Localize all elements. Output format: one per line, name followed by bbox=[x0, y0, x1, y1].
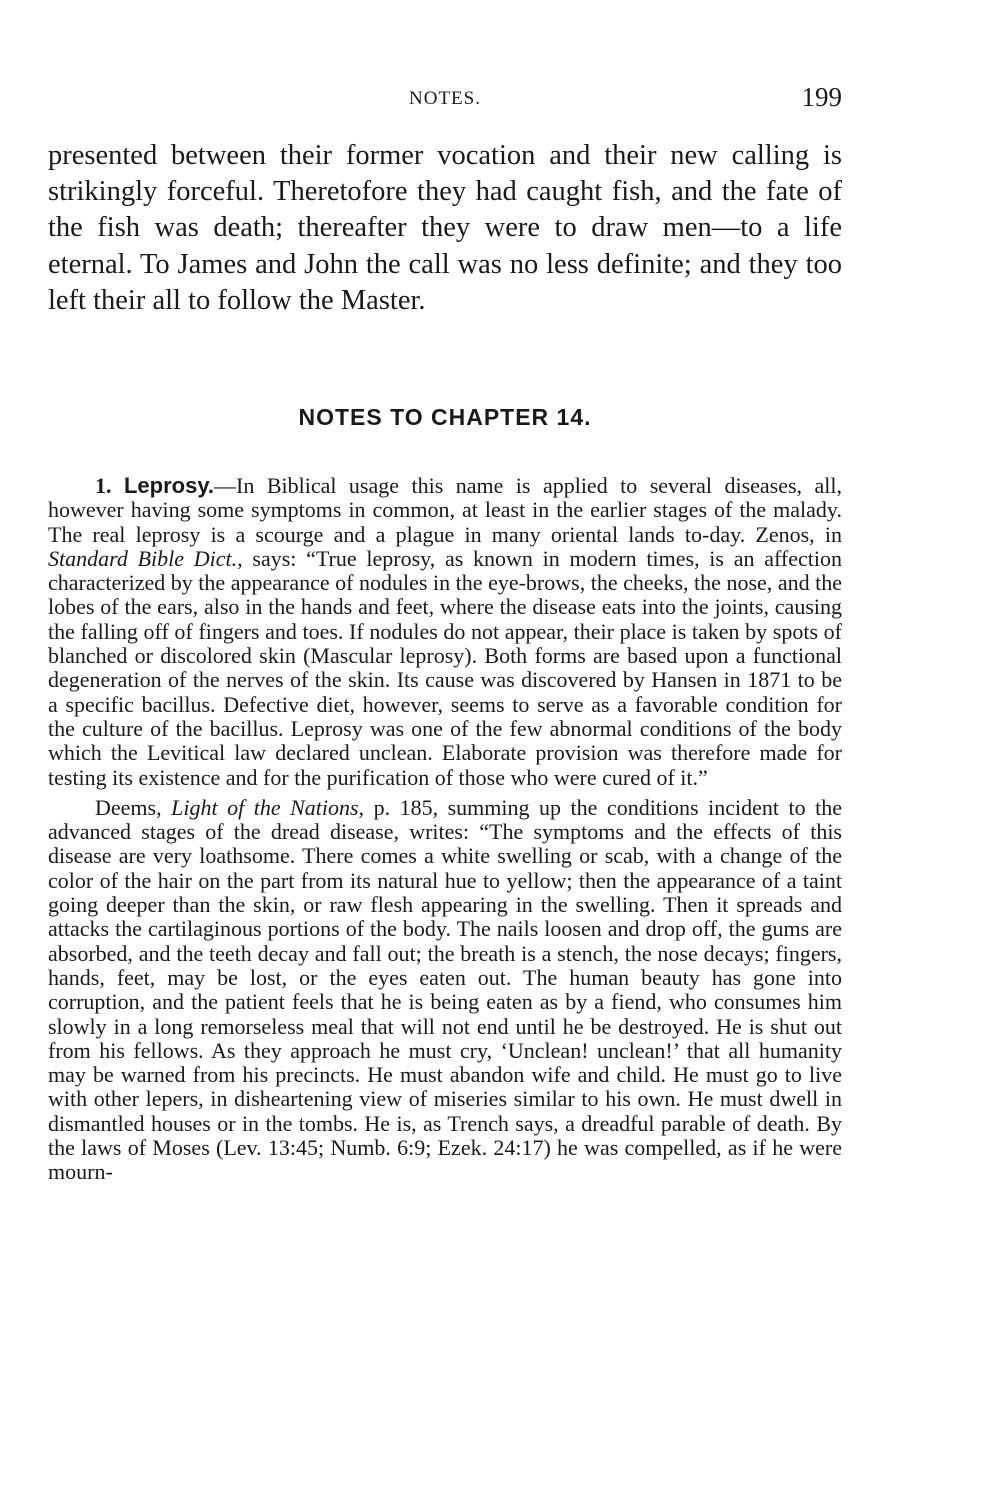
note-quote: p. 185, summing up the conditions incident to the advanced stages of the dread disease, writes: “The symptoms and the effects of this disease are very loathsome. There comes a white swelling or scab, with a change of the color of the hair on the part from its natural hue to yellow; then the appearance of a taint going deeper than the skin, or raw flesh appearing in the swelling. Then it spreads and attacks the cartilaginous portions of the body. The nails loosen and drop off, the gums are absorbed, and the teeth decay and fall out; the breath is a stench, the nose decays; fingers, hands, feet, may be lost, or the eyes eaten out. The human beauty has gone into corruption, and the patient feels that he is being eaten as by a fiend, who consumes him slowly in a long remorseless meal that will not end until he be destroyed. He is shut out from his fellows. As they approach he must cry, ‘Unclean! unclean!’ that all humanity may be warned from his precincts. He must abandon wife and child. He must go to live with other lepers, in disheartening view of miseries similar to his own. He must dwell in dismantled houses or in the tombs. He is, as Trench says, a dreadful parable of death. By the laws of Moses (Lev. 13:45; Numb. 6:9; Ezek. 24:17) he was compelled, as if he were mourn- bbox=[48, 794, 842, 1185]
notes-section bbox=[48, 474, 842, 1191]
note-paragraph-deems bbox=[48, 796, 842, 1185]
page-number: 199 bbox=[801, 82, 842, 112]
note-quote: says: “True leprosy, as known in modern times, is an affection characterized by the appearance of nodules in the eye-brows, the cheeks, the nose, and the lobes of the ears, also in the hands and feet, where the disease eats into the joints, causing the falling off of fingers and toes. If nodules do not appear, their place is taken by spots of blanched or discolored skin (Mascular leprosy). Both forms are based upon a functional degeneration of the nerves of the skin. Its cause was discovered by Hansen in 1871 to be a specific bacillus. Defective diet, however, seems to serve as a favorable condition for the culture of the bacillus. Leprosy was one of the few abnormal conditions of the body which the Levitical law declared unclean. Elaborate provision was therefore made for testing its existence and for the purification of those who were cured of it.” bbox=[48, 545, 842, 790]
note-term: Leprosy. bbox=[123, 473, 215, 498]
opening-paragraph: presented between their former vocation and their new calling is strikingly forceful. Theretofore they had caught fish, and the fate of the fish was death; thereafter they were to draw men—to a life eternal. To James and John the call was no less definite; and they too left their all to follow the Master. bbox=[48, 140, 842, 316]
running-head bbox=[48, 82, 842, 114]
running-title: NOTES. bbox=[409, 88, 481, 109]
note-number: 1. bbox=[95, 473, 112, 498]
note-text: —In Biblical usage this name is applied to several diseases, all, however having some symptoms in common, at least in the earlier stages of the malady. The real leprosy is a scourge and a plague in many oriental lands to-day. Zenos, in bbox=[48, 473, 843, 547]
note-paragraph-leprosy bbox=[48, 474, 842, 790]
note-text: Deems, bbox=[95, 794, 172, 820]
chapter-heading: NOTES TO CHAPTER 14. bbox=[298, 404, 592, 430]
source-title: Standard Bible Dict., bbox=[48, 545, 243, 571]
source-title: Light of the Nations, bbox=[171, 794, 365, 820]
